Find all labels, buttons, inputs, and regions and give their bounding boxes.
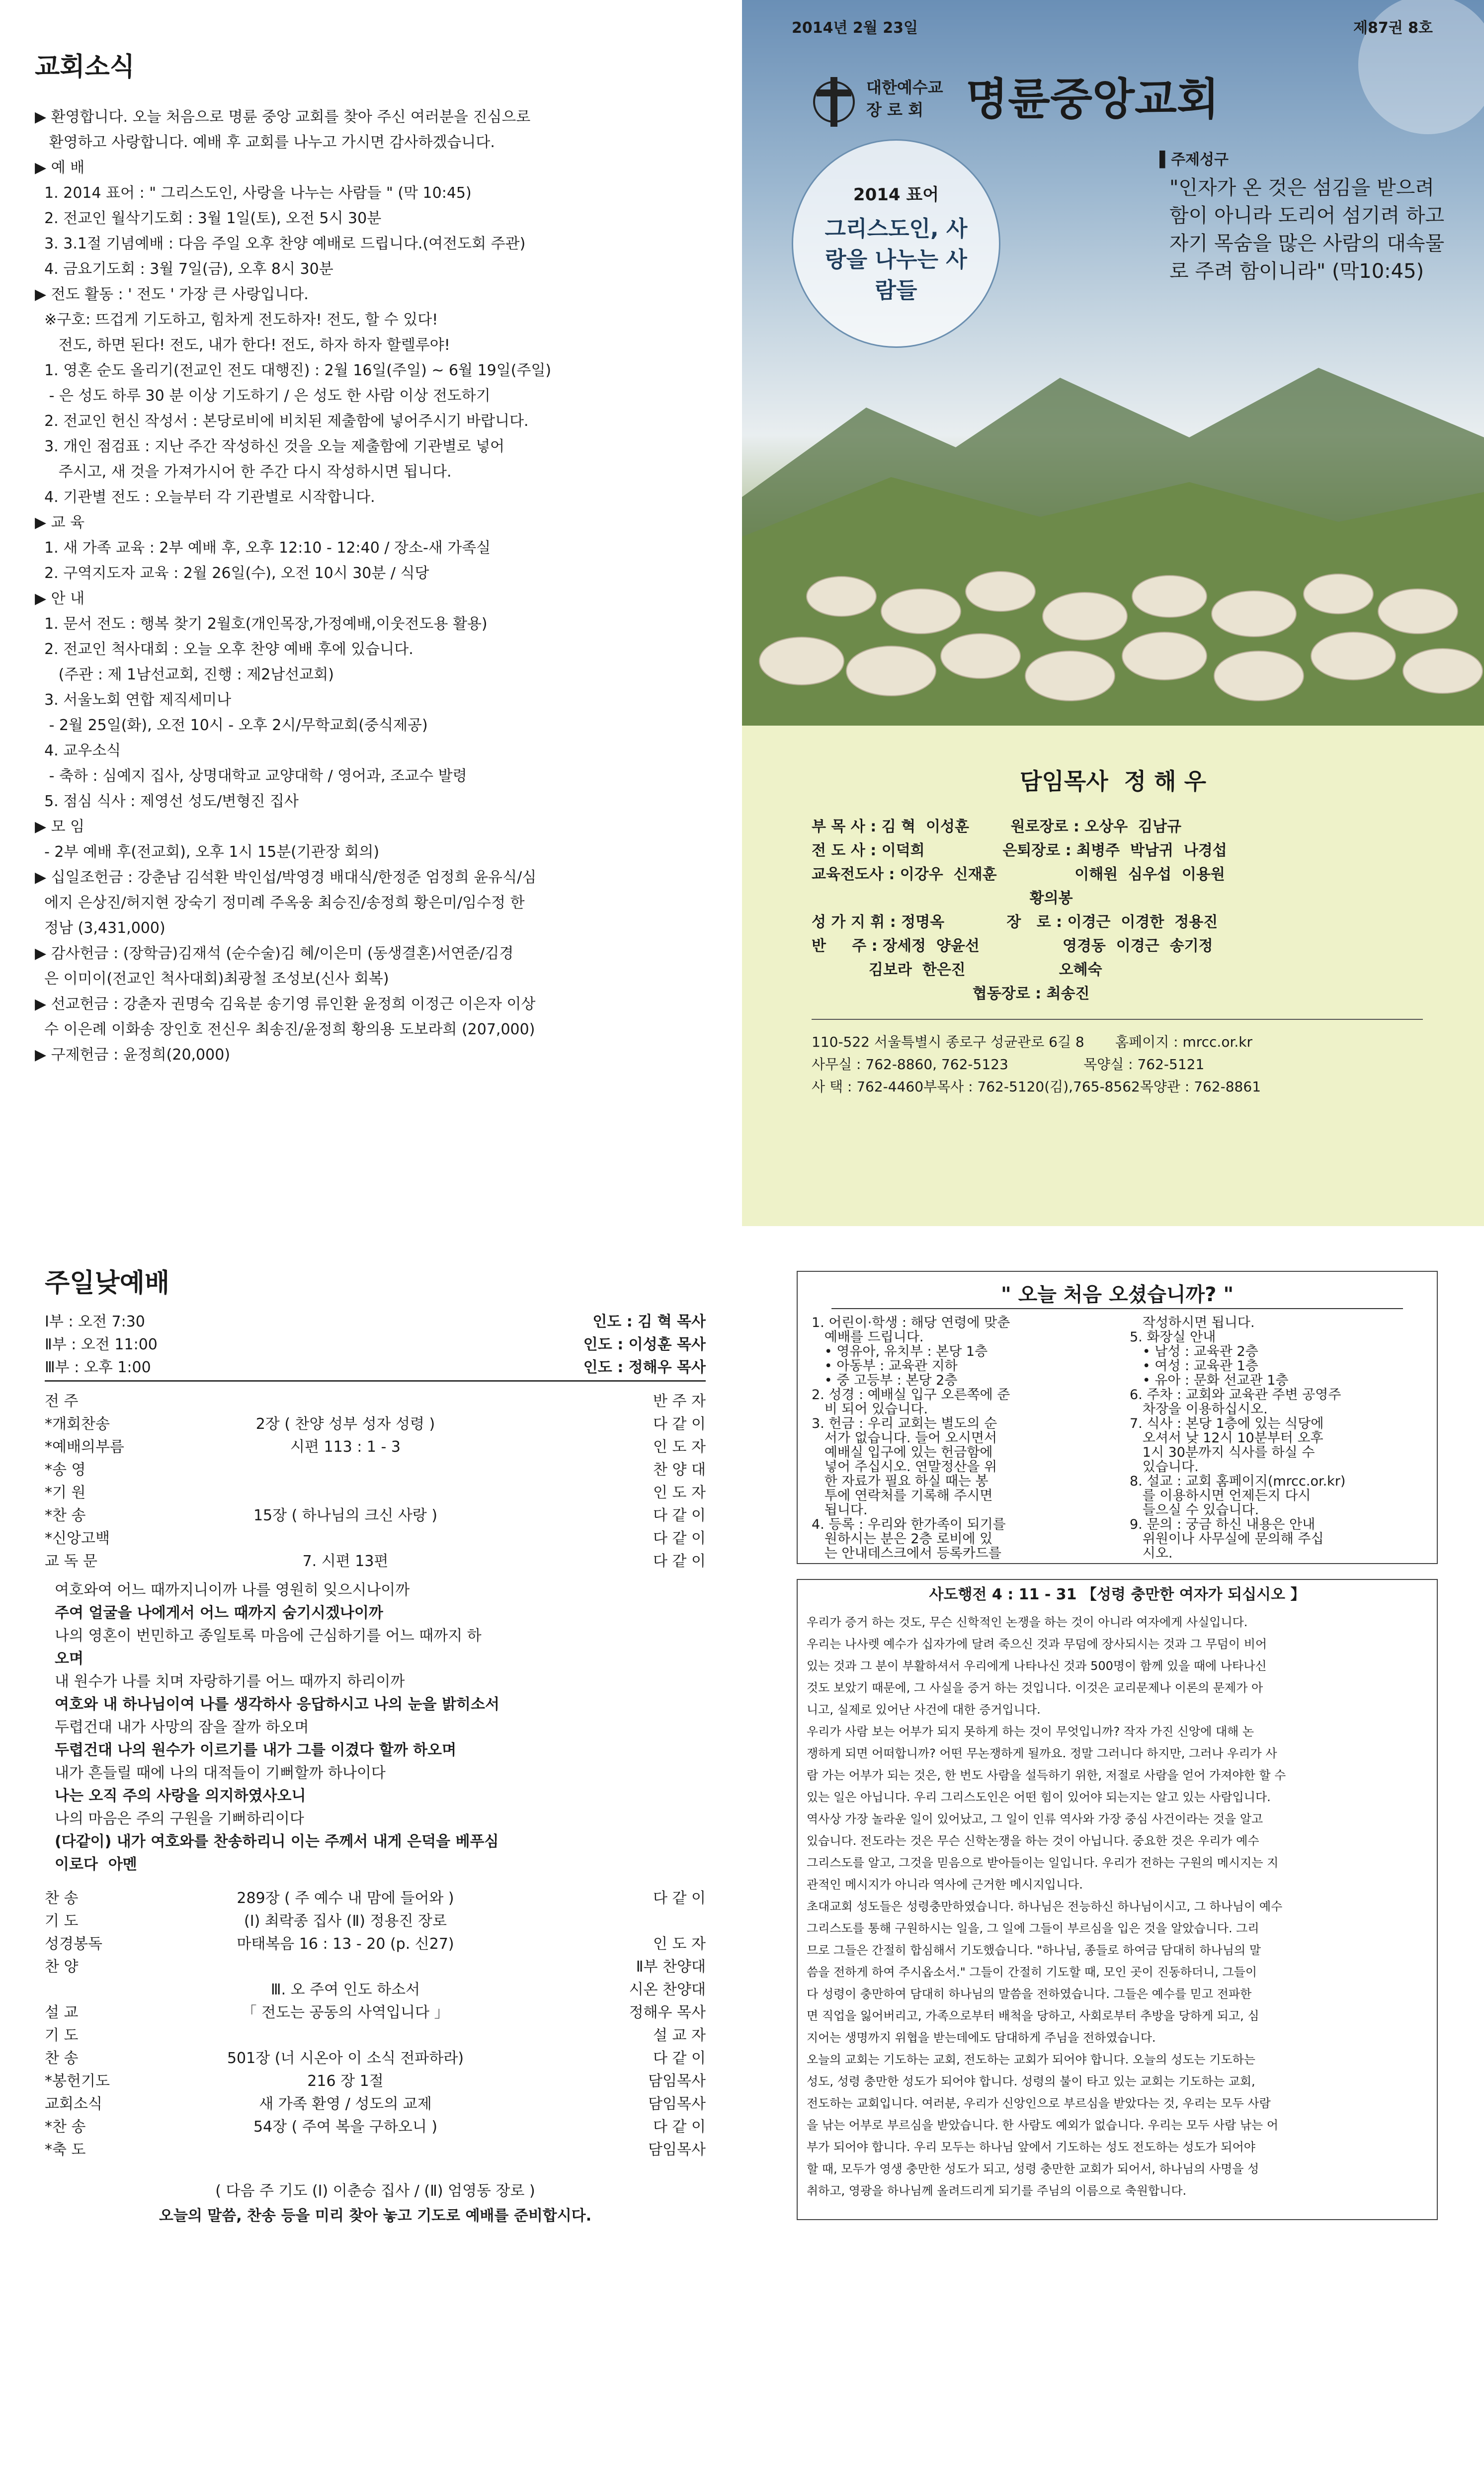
reading-line: (다같이) 내가 여호와를 찬송하리니 이는 주께서 내게 은덕을 베푸심 [55, 1833, 499, 1850]
reading-line: 여호와여 어느 때까지니이까 나를 영원히 잊으시나이까 [55, 1581, 410, 1599]
worship-item-c: 다 같 이 [653, 2118, 706, 2136]
visit-line: 원하시는 분은 2층 로비에 있 [812, 1532, 993, 1546]
visit-line: 서가 없습니다. 들어 오시면서 [812, 1431, 997, 1445]
worship-item-a: *찬 송 [45, 1507, 86, 1524]
worship-item [45, 1482, 706, 1504]
worship-item [45, 2070, 706, 2093]
worship-item-a: *송 영 [45, 1461, 86, 1479]
reading-line: 오며 [55, 1650, 83, 1667]
worship-item-b: 54장 ( 주여 복을 구하오니 ) [253, 2118, 438, 2136]
visit-line: • 아동부 : 교육관 지하 [812, 1359, 958, 1373]
news-line: - 은 성도 하루 30 분 이상 기도하기 / 은 성도 한 사람 이상 전도하기 [35, 387, 491, 405]
worship-item [45, 1390, 706, 1413]
visit-line: • 영유아, 유치부 : 본당 1층 [812, 1344, 988, 1359]
service-time-row [45, 1356, 706, 1379]
first-visit-title: " 오늘 처음 오셨습니까? " [1000, 1283, 1234, 1306]
visit-line: • 남성 : 교육관 2층 [1130, 1344, 1258, 1359]
first-visit-left-list [812, 1316, 1120, 1561]
worship-item [45, 1504, 706, 1527]
visit-line: 오셔서 낮 12시 10분부터 오후 [1130, 1431, 1323, 1445]
worship-item [45, 1887, 706, 1910]
visit-line: 비 되어 있습니다. [812, 1402, 928, 1416]
responsive-reading [55, 1579, 701, 1876]
worship-item-c: 반 주 자 [653, 1393, 706, 1410]
sermon-line: 을 낚는 어부로 부르심을 받았습니다. 한 사람도 예외가 없습니다. 우리는 모두 사람 낚는 어 [807, 2118, 1279, 2132]
worship-item-c: 다 같 이 [653, 1890, 706, 1907]
news-line: 1. 새 가족 교육 : 2부 예배 후, 오후 12:10 - 12:40 / 장소-새 가족실 [35, 539, 491, 557]
visit-line: 넣어 주십시오. 연말정산을 위 [812, 1460, 997, 1474]
worship-item-c: 담임목사 [648, 2072, 706, 2090]
visit-line: • 중 고등부 : 본당 2층 [812, 1373, 958, 1388]
news-line: ▶ 전도 활동 : ' 전도 ' 가장 큰 사랑입니다. [35, 286, 309, 303]
visit-line: 차장을 이용하십시오. [1130, 1402, 1268, 1416]
theme-verse-text: "인자가 온 것은 섬김을 받으려 함이 아니라 도리어 섬기려 하고 자기 목숨을 많은 사람의 대속물로 주려 함이니라" (막10:45) [1169, 176, 1445, 283]
visit-line: 작성하시면 됩니다. [1130, 1316, 1255, 1330]
staff-line: 성 가 지 휘 : 정명옥 장 로 : 이경근 이경한 정용진 [812, 913, 1218, 931]
sermon-line: 그리스도를 통해 구원하시는 일을, 그 일에 그들이 부르심을 입은 것을 알았습니다. 그리 [807, 1921, 1259, 1935]
worship-item [45, 2116, 706, 2139]
church-logo-cross-icon [812, 75, 856, 129]
first-visit-rule [831, 1308, 1403, 1309]
worship-item [45, 1956, 706, 1979]
worship-item-a: 전 주 [45, 1393, 79, 1410]
senior-pastor: 담임목사 정 해 우 [1019, 768, 1207, 795]
sunday-service-title: 주일낮예배 [45, 1268, 170, 1298]
sunday-service-panel [0, 1226, 742, 2452]
worship-item-a: 기 도 [45, 2027, 79, 2044]
address-divider [812, 1019, 1423, 1020]
church-address: 110-522 서울특별시 종로구 성균관로 6길 8 홈페이지 : mrcc.or.kr [812, 1034, 1253, 1050]
order-of-worship-2 [45, 1887, 706, 2161]
worship-item-c: 정해우 목사 [629, 2004, 706, 2021]
worship-item-b: (Ⅰ) 최락종 집사 (Ⅱ) 정용진 장로 [244, 1912, 447, 1930]
church-news-title: 교회소식 [35, 52, 135, 82]
worship-item-c: 다 같 이 [653, 1507, 706, 1524]
visit-line: 4. 등록 : 우리와 한가족이 되기를 [812, 1517, 1006, 1532]
sermon-line: 우리가 사람 보는 어부가 되지 못하게 하는 것이 무엇입니까? 작자 가진 신앙에 대해 논 [807, 1725, 1254, 1739]
reading-line: 내 원수가 나를 치며 자랑하기를 어느 때까지 하리이까 [55, 1673, 405, 1690]
visit-line: 예배를 드립니다. [812, 1330, 924, 1344]
worship-item-c: 담임목사 [648, 2141, 706, 2158]
worship-item-c: 시온 찬양대 [629, 1981, 706, 1998]
news-line: ▶ 십일조헌금 : 강춘남 김석환 박인섭/박영경 배대식/한정준 엄정희 윤유식/심 [35, 869, 537, 886]
bulletin-cover [742, 0, 1484, 1226]
news-line: 3. 3.1절 기념예배 : 다음 주일 오후 찬양 예배로 드립니다.(여전도회 주관) [35, 235, 526, 252]
office-phone: 사무실 : 762-8860, 762-5123 목양실 : 762-5121 [812, 1056, 1205, 1073]
worship-item-c: Ⅱ부 찬양대 [636, 1958, 706, 1976]
first-visit-right-list [1130, 1316, 1428, 1561]
staff-line: 교육전도사 : 이강우 신재훈 이해원 심우섭 이용원 [812, 866, 1225, 883]
worship-item-b [149, 1956, 542, 1979]
calendar-panel [742, 2452, 1484, 2485]
news-line: 2. 전교인 척사대회 : 오늘 오후 찬양 예배 후에 있습니다. [35, 641, 413, 658]
reading-line: 두렵건대 나의 원수가 이르기를 내가 그를 이겼다 할까 하오며 [55, 1741, 457, 1759]
visit-line: 는 안내데스크에서 등록카드를 [812, 1546, 1001, 1561]
news-line: 4. 교우소식 [35, 742, 121, 759]
worship-item-a: 찬 송 [45, 2050, 79, 2067]
worship-item-a: 설 교 [45, 2004, 79, 2021]
service-times [45, 1311, 706, 1379]
visit-line: 3. 헌금 : 우리 교회는 별도의 순 [812, 1416, 997, 1431]
worship-item-c: 다 같 이 [653, 1530, 706, 1547]
worship-item-b [149, 1482, 542, 1504]
news-line: ※구호: 뜨겁게 기도하고, 힘차게 전도하자! 전도, 할 수 있다! [35, 311, 438, 329]
news-line: 2. 전교인 헌신 작성서 : 본당로비에 비치된 제출함에 넣어주시기 바랍니다. [35, 413, 529, 430]
worship-item-b: 289장 ( 주 예수 내 맘에 들어와 ) [237, 1890, 454, 1907]
worship-item-b [149, 2024, 542, 2047]
sermon-line: 취하고, 영광을 하나님께 올려드리게 되기를 주님의 이름으로 축원합니다. [807, 2184, 1187, 2198]
worship-item-a: 교회소식 [45, 2095, 102, 2113]
reading-line: 여호와 내 하나님이여 나를 생각하사 응답하시고 나의 눈을 밝히소서 [55, 1696, 499, 1713]
news-line: 은 이미이(전교인 척사대회)최광철 조성보(신사 회복) [35, 970, 389, 988]
sermon-line: 성도, 성령 충만한 성도가 되어야 합니다. 성령의 불이 타고 있는 교회는 기도하는 교회, [807, 2074, 1255, 2088]
worship-item-a: *예배의부름 [45, 1438, 124, 1456]
denomination-line-1: 대한예수교 [866, 78, 943, 97]
sermon-line: 니고, 실제로 있어난 사건에 대한 증거입니다. [807, 1703, 1041, 1717]
worship-item [45, 1527, 706, 1550]
news-line: ▶ 선교헌금 : 강춘자 권명숙 김육분 송기영 류인환 윤정희 이정근 이은자 이상 [35, 995, 536, 1013]
service-time: Ⅱ부 : 오전 11:00 [45, 1336, 158, 1353]
reading-line: 나의 영혼이 번민하고 종일토록 마음에 근심하기를 어느 때까지 하 [55, 1627, 482, 1645]
worship-item-c: 다 같 이 [653, 1553, 706, 1570]
news-line: 1. 영혼 순도 올리기(전교인 전도 대행진) : 2월 16일(주일) ~ 6월 19일(주일) [35, 362, 552, 379]
sermon-line: 있는 것과 그 분이 부활하셔서 우리에게 나타나신 것과 500명이 함께 있을 때에 나타나신 [807, 1659, 1267, 1673]
worship-item-b: Ⅲ. 오 주여 인도 하소서 [270, 1981, 420, 1998]
motto-text: 그리스도인, 사랑을 나누는 사람들 [824, 216, 968, 303]
sermon-line: 므로 그들은 간절히 합심해서 기도했습니다. "하나님, 종들로 하여금 담대히 하나님의 말 [807, 1943, 1261, 1957]
church-name: 명륜중앙교회 [966, 74, 1220, 125]
worship-item-a: *개회찬송 [45, 1415, 110, 1433]
visit-line: 를 이용하시면 언제든지 다시 [1130, 1489, 1311, 1503]
worship-item-a: *봉헌기도 [45, 2072, 110, 2090]
worship-item-a [45, 1979, 149, 2001]
worship-item-b [149, 1390, 542, 1413]
sermon-line: 우리가 증거 하는 것도, 무슨 신학적인 논쟁을 하는 것이 아니라 여자에게 사실입니다. [807, 1615, 1248, 1629]
worship-item-a: 성경봉독 [45, 1935, 102, 1953]
service-time-row [45, 1311, 706, 1333]
news-line: 주시고, 새 것을 가져가시어 한 주간 다시 작성하시면 됩니다. [35, 463, 452, 481]
sermon-line: 람 가는 어부가 되는 것은, 한 번도 사람을 설득하기 위한, 저절로 사람을 얻어 가져야한 할 수 [807, 1768, 1286, 1782]
sermon-line: 우리는 나사렛 예수가 십자가에 달려 죽으신 것과 무덤에 장사되시는 것과 그 무덤이 비어 [807, 1637, 1267, 1651]
visit-line: 1시 30분까지 식사를 하실 수 [1130, 1445, 1315, 1460]
sermon-line: 있습니다. 전도라는 것은 무슨 신학논쟁을 하는 것이 아닙니다. 중요한 것은 우리가 예수 [807, 1834, 1259, 1848]
worship-item-a: 기 도 [45, 1912, 79, 1930]
service-leader: 인도 : 이성훈 목사 [583, 1336, 706, 1353]
visit-line: 1. 어린이·학생 : 해당 연령에 맞춘 [812, 1316, 1010, 1330]
worship-item-b: 「 전도는 공동의 사역입니다 」 [242, 2004, 449, 2021]
sermon-line: 전도하는 교회입니다. 여러분, 우리가 신앙인으로 부르심을 받았다는 것, 우리는 모두 사람 [807, 2096, 1271, 2110]
news-line: - 축하 : 심예지 집사, 상명대학교 교양대학 / 영어과, 조교수 발령 [35, 767, 467, 785]
motto-label: 2014 표어 [853, 185, 939, 205]
news-line: 2. 전교인 월삭기도회 : 3월 1일(토), 오전 5시 30분 [35, 210, 382, 227]
news-line: 정남 (3,431,000) [35, 919, 165, 937]
worship-item-c: 찬 양 대 [653, 1461, 706, 1479]
worship-item-a: 찬 송 [45, 1890, 79, 1907]
service-time-row [45, 1333, 706, 1356]
reading-line: 내가 흔들릴 때에 나의 대적들이 기뻐할까 하나이다 [55, 1764, 386, 1782]
order-of-worship [45, 1390, 706, 1573]
worship-item-c: 설 교 자 [653, 2027, 706, 2044]
sermon-line: 있는 일은 아닙니다. 우리 그리스도인은 어떤 힘이 있어야 되는지는 알고 있는 사람입니다. [807, 1790, 1271, 1804]
news-line: ▶ 감사헌금 : (장학금)김재석 (순수술)김 혜/이은미 (동생결혼)서연준/김경 [35, 945, 514, 962]
service-time: Ⅰ부 : 오전 7:30 [45, 1313, 145, 1330]
worship-item-a: 교 독 문 [45, 1553, 98, 1570]
staff-line: 반 주 : 장세정 양윤선 영경동 이경근 송기정 [812, 937, 1213, 955]
sermon-text [807, 1611, 1428, 2202]
worship-item [45, 2139, 706, 2161]
issue-date: 2014년 2월 23일 [792, 19, 918, 37]
sermon-title: 사도행전 4 : 11 - 31 【성령 충만한 여자가 되십시오 】 [929, 1586, 1306, 1603]
news-line: 수 이은례 이화송 장인호 전신우 최송진/윤정희 황의용 도보라희 (207,000) [35, 1021, 535, 1038]
worship-prep-note: 오늘의 말씀, 찬송 등을 미리 찾아 놓고 기도로 예배를 준비합시다. [159, 2207, 592, 2225]
worship-item [45, 1910, 706, 1933]
visit-line: 8. 설교 : 교회 홈페이지(mrcc.or.kr) [1130, 1474, 1346, 1489]
news-line: 2. 구역지도자 교육 : 2월 26일(수), 오전 10시 30분 / 식당 [35, 565, 429, 582]
staff-line: 부 목 사 : 김 혁 이성훈 원로장로 : 오상우 김남규 [812, 818, 1182, 835]
worship-item-b [149, 1459, 542, 1482]
sermon-line: 것도 보았기 때문에, 그 사실을 증거 하는 것입니다. 이것은 교리문제나 이론의 문제가 아 [807, 1681, 1263, 1695]
theme-verse-label: ▌주제성구 [1159, 151, 1229, 168]
worship-item [45, 2093, 706, 2116]
worship-item-c: 인 도 자 [653, 1484, 706, 1501]
staff-line: 협동장로 : 최송진 [812, 985, 1090, 1002]
news-line: ▶ 환영합니다. 오늘 처음으로 명륜 중앙 교회를 찾아 주신 여러분을 진심으로 [35, 108, 531, 126]
worship-item-c: 다 같 이 [653, 2050, 706, 2067]
news-line: 5. 점심 식사 : 제영선 성도/변형진 집사 [35, 793, 299, 810]
sermon-line: 할 때, 모두가 영생 충만한 성도가 되고, 성령 충만한 교회가 되어서, 하나님의 사명을 성 [807, 2162, 1259, 2176]
visit-line: 위원이나 사무실에 문의해 주십 [1130, 1532, 1324, 1546]
staff-line: 전 도 사 : 이덕희 은퇴장로 : 최병주 박남귀 나경섭 [812, 842, 1227, 859]
worship-item-b: 시편 113 : 1 - 3 [290, 1438, 401, 1456]
worship-item-b: 7. 시편 13편 [302, 1553, 389, 1570]
church-news-list [35, 104, 721, 1068]
worship-item-b: 216 장 1절 [307, 2072, 384, 2090]
news-line: ▶ 예 배 [35, 159, 85, 176]
worship-item [45, 1459, 706, 1482]
worship-item [45, 2001, 706, 2024]
visit-line: 2. 성경 : 예배실 입구 오른쪽에 준 [812, 1388, 1010, 1402]
visit-line: 6. 주차 : 교회와 교육관 주변 공영주 [1130, 1388, 1341, 1402]
worship-item [45, 2047, 706, 2070]
reading-line: 나는 오직 주의 사랑을 의지하였사오니 [55, 1787, 306, 1805]
worship-item-b: 15장 ( 하나님의 크신 사랑 ) [253, 1507, 438, 1524]
visit-line: 5. 화장실 안내 [1130, 1330, 1216, 1344]
worship-item [45, 1436, 706, 1459]
title-rule [45, 1380, 706, 1382]
visit-line: 시오. [1130, 1546, 1173, 1561]
worship-item-c: 담임목사 [648, 2095, 706, 2113]
denomination-line-2: 장 로 회 [866, 100, 924, 119]
afternoon-service-panel [0, 2452, 742, 2485]
sermon-line: 씀을 전하게 하여 주시옵소서." 그들이 간절히 기도할 때, 모인 곳이 진동하더니, 그들이 [807, 1965, 1257, 1979]
visit-line: 투에 연락처를 기록해 주시면 [812, 1489, 993, 1503]
worship-item-a: *기 원 [45, 1484, 86, 1501]
worship-item [45, 1933, 706, 1956]
news-line: ▶ 모 임 [35, 818, 85, 835]
sermon-line: 역사상 가장 놀라운 일이 있어났고, 그 일이 인류 역사와 가장 중심 사건이라는 것을 알고 [807, 1812, 1263, 1826]
sermon-line: 면 직업을 잃어버리고, 가족으로부터 배척을 당하고, 사회로부터 추방을 당하게 되고, 심 [807, 2009, 1259, 2023]
service-leader: 인도 : 정해우 목사 [583, 1359, 706, 1376]
worship-item-b: 501장 (너 시온아 이 소식 전파하라) [227, 2050, 464, 2067]
visit-line: 예배실 입구에 있는 헌금함에 [812, 1445, 993, 1460]
news-line: 3. 서울노회 연합 제직세미나 [35, 691, 232, 709]
news-line: 3. 개인 점검표 : 지난 주간 작성하신 것을 오늘 제출함에 기관별로 넣어 [35, 438, 505, 455]
worship-item-b: 2장 ( 찬양 성부 성자 성령 ) [255, 1415, 435, 1433]
visit-line: 됩니다. [812, 1503, 868, 1517]
sermon-line: 관적인 메시지가 아니라 역사에 근거한 메시지입니다. [807, 1878, 1083, 1892]
sermon-line: 다 성령이 충만하여 담대히 하나님의 말씀을 전하였습니다. 그들은 예수를 믿고 전파한 [807, 1987, 1252, 2001]
residence-phone: 사 택 : 762-4460부목사 : 762-5120(김),765-8562목양관 : 762-8861 [812, 1078, 1261, 1095]
news-line: (주관 : 제 1남선교회, 진행 : 제2남선교회) [35, 666, 334, 683]
news-line: 1. 문서 전도 : 행복 찾기 2월호(개인목장,가정예배,이웃전도용 활용) [35, 615, 488, 633]
worship-item-c [542, 1910, 706, 1933]
visit-line: 들으실 수 있습니다. [1130, 1503, 1259, 1517]
staff-line: 황의봉 [812, 890, 1073, 907]
sermon-line: 오늘의 교회는 기도하는 교회, 전도하는 교회가 되어야 합니다. 오늘의 성도는 기도하는 [807, 2053, 1255, 2067]
news-line: ▶ 안 내 [35, 590, 85, 607]
sermon-line: 지어는 생명까지 위협을 받는데에도 담대하게 주님을 전하였습니다. [807, 2031, 1156, 2045]
news-line: 1. 2014 표어 : " 그리스도인, 사랑을 나누는 사람들 " (막 10:45) [35, 184, 472, 202]
worship-item [45, 1413, 706, 1436]
worship-item-c: 인 도 자 [653, 1935, 706, 1953]
worship-item [45, 1550, 706, 1573]
news-line: 환영하고 사랑합니다. 예배 후 교회를 나누고 가시면 감사하겠습니다. [35, 134, 495, 151]
news-line: 4. 기관별 전도 : 오늘부터 각 기관별로 시작합니다. [35, 489, 375, 506]
visit-line: 한 자료가 필요 하실 때는 봉 [812, 1474, 989, 1489]
sermon-line: 그리스도를 알고, 그것을 믿음으로 받아들이는 일입니다. 우리가 전하는 구원의 메시지는 지 [807, 1856, 1279, 1870]
worship-item [45, 1979, 706, 2001]
visit-line: 있습니다. [1130, 1460, 1199, 1474]
news-line: 에지 은상진/허지현 장숙기 정미례 주옥웅 최승진/송정희 황은미/임수정 한 [35, 894, 525, 911]
reading-line: 두렵건대 내가 사망의 잠을 잘까 하오며 [55, 1719, 309, 1736]
worship-item-a: *축 도 [45, 2141, 86, 2158]
reading-line: 이로다 아멘 [55, 1856, 137, 1873]
worship-item-a: *찬 송 [45, 2118, 86, 2136]
staff-list [812, 815, 1458, 1006]
reading-line: 나의 마음은 주의 구원을 기뻐하리이다 [55, 1810, 304, 1827]
sermon-line: 쟁하게 되면 어떠합니까? 어떤 무논쟁하게 될까요. 정말 그러니다 하지만, 그러나 우리가 사 [807, 1746, 1277, 1760]
reading-line: 주여 얼굴을 나에게서 어느 때까지 숨기시겠나이까 [55, 1604, 383, 1622]
worship-item-a: 찬 양 [45, 1958, 79, 1976]
worship-item-b [149, 2139, 542, 2161]
next-week-prayer: ( 다음 주 기도 (Ⅰ) 이춘승 집사 / (Ⅱ) 엄영동 장로 ) [215, 2182, 535, 2200]
worship-item-c: 인 도 자 [653, 1438, 706, 1456]
worship-item-b: 새 가족 환영 / 성도의 교제 [259, 2095, 432, 2113]
sermon-line: 부가 되어야 합니다. 우리 모두는 하나님 앞에서 기도하는 성도 전도하는 성도가 되어야 [807, 2140, 1255, 2154]
worship-item [45, 2024, 706, 2047]
visit-line: • 유아 : 문화 선교관 1층 [1130, 1373, 1289, 1388]
visit-line: 9. 문의 : 궁금 하신 내용은 안내 [1130, 1517, 1316, 1532]
news-line: - 2월 25일(화), 오전 10시 - 오후 2시/무학교회(중식제공) [35, 717, 428, 734]
news-line: - 2부 예배 후(전교회), 오후 1시 15분(기관장 회의) [35, 843, 380, 861]
sermon-line: 초대교회 성도들은 성령충만하였습니다. 하나님은 전능하신 하나님이시고, 그 하나님이 예수 [807, 1900, 1283, 1913]
staff-line: 김보라 한은진 오혜숙 [812, 961, 1102, 979]
service-leader: 인도 : 김 혁 목사 [592, 1313, 706, 1330]
worship-item-a: *신앙고백 [45, 1530, 110, 1547]
welcome-panel [742, 1226, 1484, 2452]
news-line: 4. 금요기도회 : 3월 7일(금), 오후 8시 30분 [35, 260, 333, 278]
news-line: ▶ 구제헌금 : 윤정희(20,000) [35, 1046, 231, 1064]
news-line: 전도, 하면 된다! 전도, 내가 한다! 전도, 하자 하자 할렐루야! [35, 336, 450, 354]
worship-item-c: 다 같 이 [653, 1415, 706, 1433]
worship-item-b: 마태복음 16 : 13 - 20 (p. 신27) [237, 1935, 454, 1953]
news-line: ▶ 교 육 [35, 514, 85, 531]
worship-item-b [149, 1527, 542, 1550]
service-time: Ⅲ부 : 오후 1:00 [45, 1359, 151, 1376]
church-news-panel [0, 0, 742, 1226]
issue-number: 제87권 8호 [1353, 19, 1433, 37]
visit-line: 7. 식사 : 본당 1층에 있는 식당에 [1130, 1416, 1324, 1431]
visit-line: • 여성 : 교육관 1층 [1130, 1359, 1258, 1373]
